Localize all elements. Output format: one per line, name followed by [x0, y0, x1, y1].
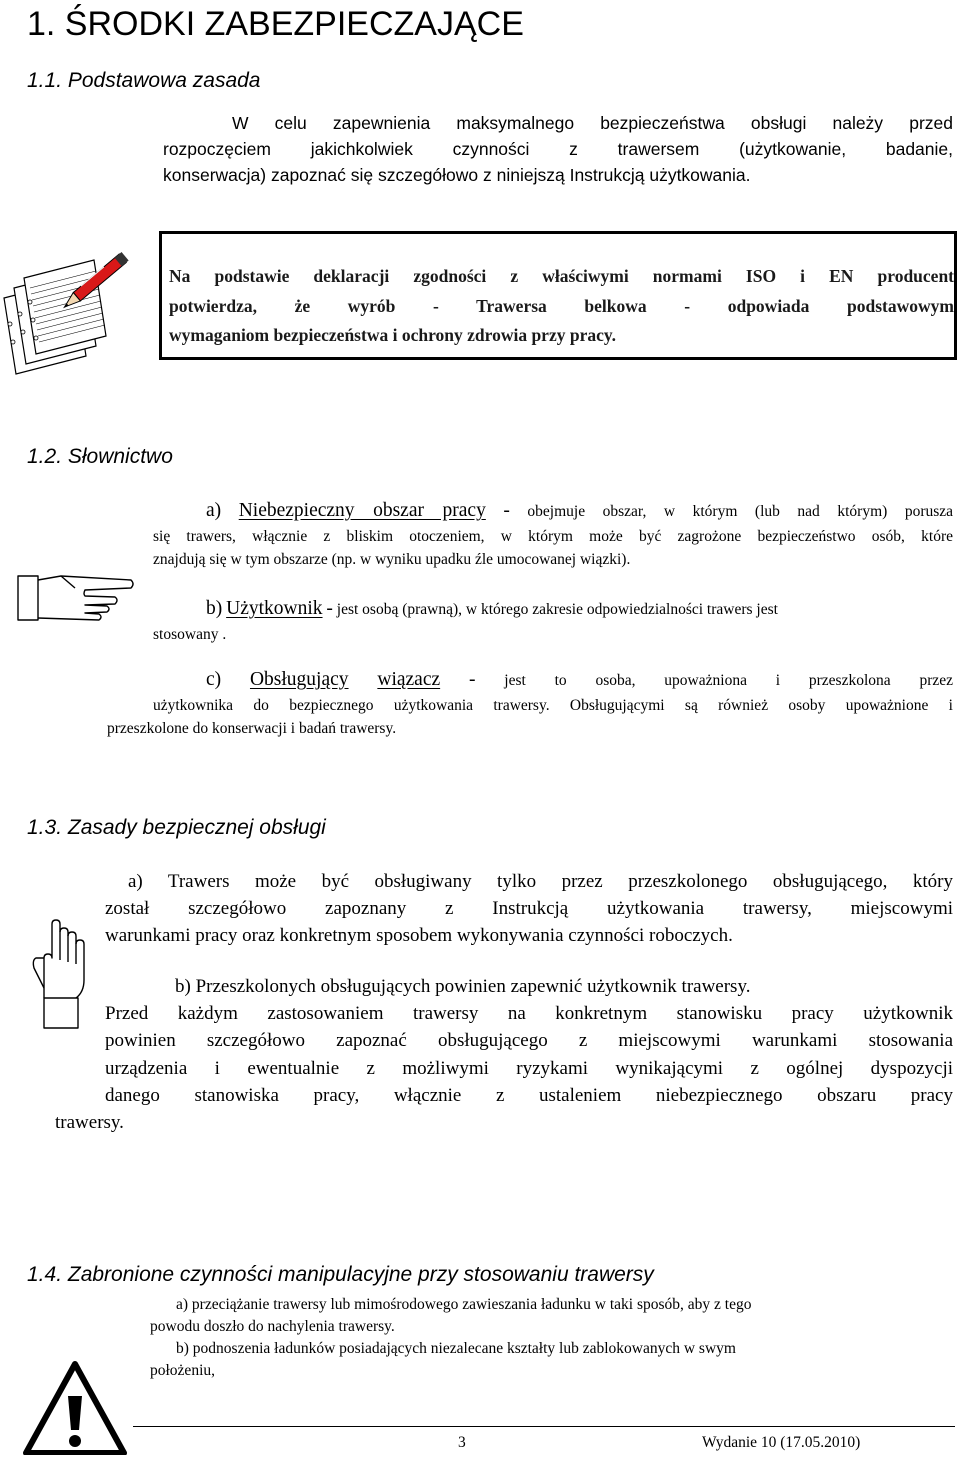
term-c-first-line [107, 667, 953, 694]
term-c-line: użytkownika do bezpiecznego użytkowania trawersy. Obsługującymi są również osoby upoważnione i [153, 697, 953, 714]
term-c-block [107, 667, 953, 740]
term-b-text: jest osobą (prawną), w którego zakresie odpowiedzialności trawers jest [336, 601, 778, 618]
forbidden-list [150, 1294, 910, 1382]
forbidden-item-a-cont: powodu doszło do nachylenia trawersy. [150, 1318, 395, 1335]
section-1-4-heading: 1.4. Zabronione czynności manipulacyjne przy stosowaniu trawersy [27, 1263, 654, 1286]
term-a-dash: - [503, 500, 510, 521]
rule-a-line: został szczegółowo zapoznany z Instrukcją użytkowania trawersy, miejscowymi [105, 898, 953, 919]
section-1-3-heading: 1.3. Zasady bezpiecznej obsługi [27, 816, 326, 839]
rule-b-line: b) Przeszkolonych obsługujących powinien zapewnić użytkownik trawersy. [175, 976, 751, 997]
section-1-1-paragraph [163, 110, 953, 188]
term-a-marker: a) [206, 500, 222, 521]
rule-a-paragraph [105, 868, 953, 949]
rule-b-line: trawersy. [55, 1112, 124, 1134]
forbidden-item-b: b) podnoszenia ładunków posiadających niezalecane kształty lub zablokowanych w swym [176, 1340, 736, 1357]
page-title: 1. ŚRODKI ZABEZPIECZAJĄCE [27, 5, 524, 43]
paragraph-line: rozpoczęciem jakichkolwiek czynności z trawersem (użytkowanie, badanie, [163, 139, 953, 159]
term-c-name-2: wiązacz [377, 669, 441, 690]
declaration-box [159, 231, 957, 360]
term-b-dash: - [326, 598, 333, 619]
rule-b-paragraph [55, 973, 953, 1136]
warning-triangle-icon [22, 1360, 128, 1455]
rule-b-line: danego stanowiska pracy, włącznie z ustaleniem niebezpiecznego obszaru pracy [105, 1084, 953, 1106]
edition-label: Wydanie 10 (17.05.2010) [702, 1434, 861, 1451]
paragraph-line: konserwacja) zapoznać się szczegółowo z niniejszą Instrukcją użytkowania. [163, 165, 751, 185]
rule-a-line: warunkami pracy oraz konkretnym sposobem wykonywania czynności roboczych. [105, 925, 733, 946]
forbidden-item-a: a) przeciążanie trawersy lub mimośrodowego zawieszania ładunku w taki sposób, aby z tego [176, 1296, 752, 1313]
term-a-name: Niebezpieczny obszar pracy [238, 500, 486, 521]
term-c-text: jest to osoba, upoważniona i przeszkolona przez [504, 672, 954, 689]
forbidden-item-b-cont: położeniu, [150, 1362, 215, 1379]
term-a-line: znajdują się w tym obszarze (np. w wyniku upadku źle umocowanej wiązki). [153, 551, 631, 568]
page-number: 3 [458, 1434, 466, 1451]
term-b-first-line [153, 596, 953, 623]
raised-hand-icon [30, 918, 92, 1030]
term-a-line: się trawers, włącznie z bliskim otoczeniem, w którym może być zagrożone bezpieczeństwo osób, które [153, 528, 953, 545]
term-c-marker: c) [206, 669, 222, 690]
term-c-line: przeszkolone do konserwacji i badań trawersy. [107, 720, 397, 737]
declaration-line: Na podstawie deklaracji zgodności z właściwymi normami ISO i EN producent [169, 266, 954, 286]
notes-pen-icon [2, 228, 142, 378]
rule-a-line: a) Trawers może być obsługiwany tylko przez przeszkolonego obsługującego, który [128, 871, 953, 892]
term-c-name: Obsługujący [249, 669, 349, 690]
rule-b-line: powinien szczegółowo zapoznać obsługującego z miejscowymi warunkami stosowania [105, 1030, 953, 1052]
rule-b-line: Przed każdym zastosowaniem trawersy na konkretnym stanowisku pracy użytkownik [105, 1003, 953, 1025]
rule-b-line: urządzenia i ewentualnie z możliwymi ryzykami wynikającymi z ogólnej dyspozycji [105, 1057, 953, 1079]
paragraph-line: W celu zapewnienia maksymalnego bezpieczeństwa obsługi należy przed [232, 113, 953, 133]
term-a-block [153, 498, 953, 571]
term-b-block [153, 596, 953, 646]
term-c-dash: - [468, 669, 476, 690]
term-b-line: stosowany . [153, 626, 227, 643]
declaration-line: potwierdza, że wyrób - Trawersa belkowa - odpowiada podstawowym [169, 295, 954, 316]
footer-rule [133, 1426, 955, 1427]
declaration-line: wymaganiom bezpieczeństwa i ochrony zdrowia przy pracy. [169, 325, 617, 345]
term-a-first-line [153, 498, 953, 525]
pointing-hand-icon [15, 568, 135, 626]
term-b-name: Użytkownik [226, 598, 323, 619]
term-a-text: obejmuje obszar, w którym (lub nad którym) porusza [527, 503, 954, 520]
section-1-2-heading: 1.2. Słownictwo [27, 445, 173, 468]
term-b-marker: b) [206, 598, 223, 619]
section-1-1-heading: 1.1. Podstawowa zasada [27, 69, 261, 92]
